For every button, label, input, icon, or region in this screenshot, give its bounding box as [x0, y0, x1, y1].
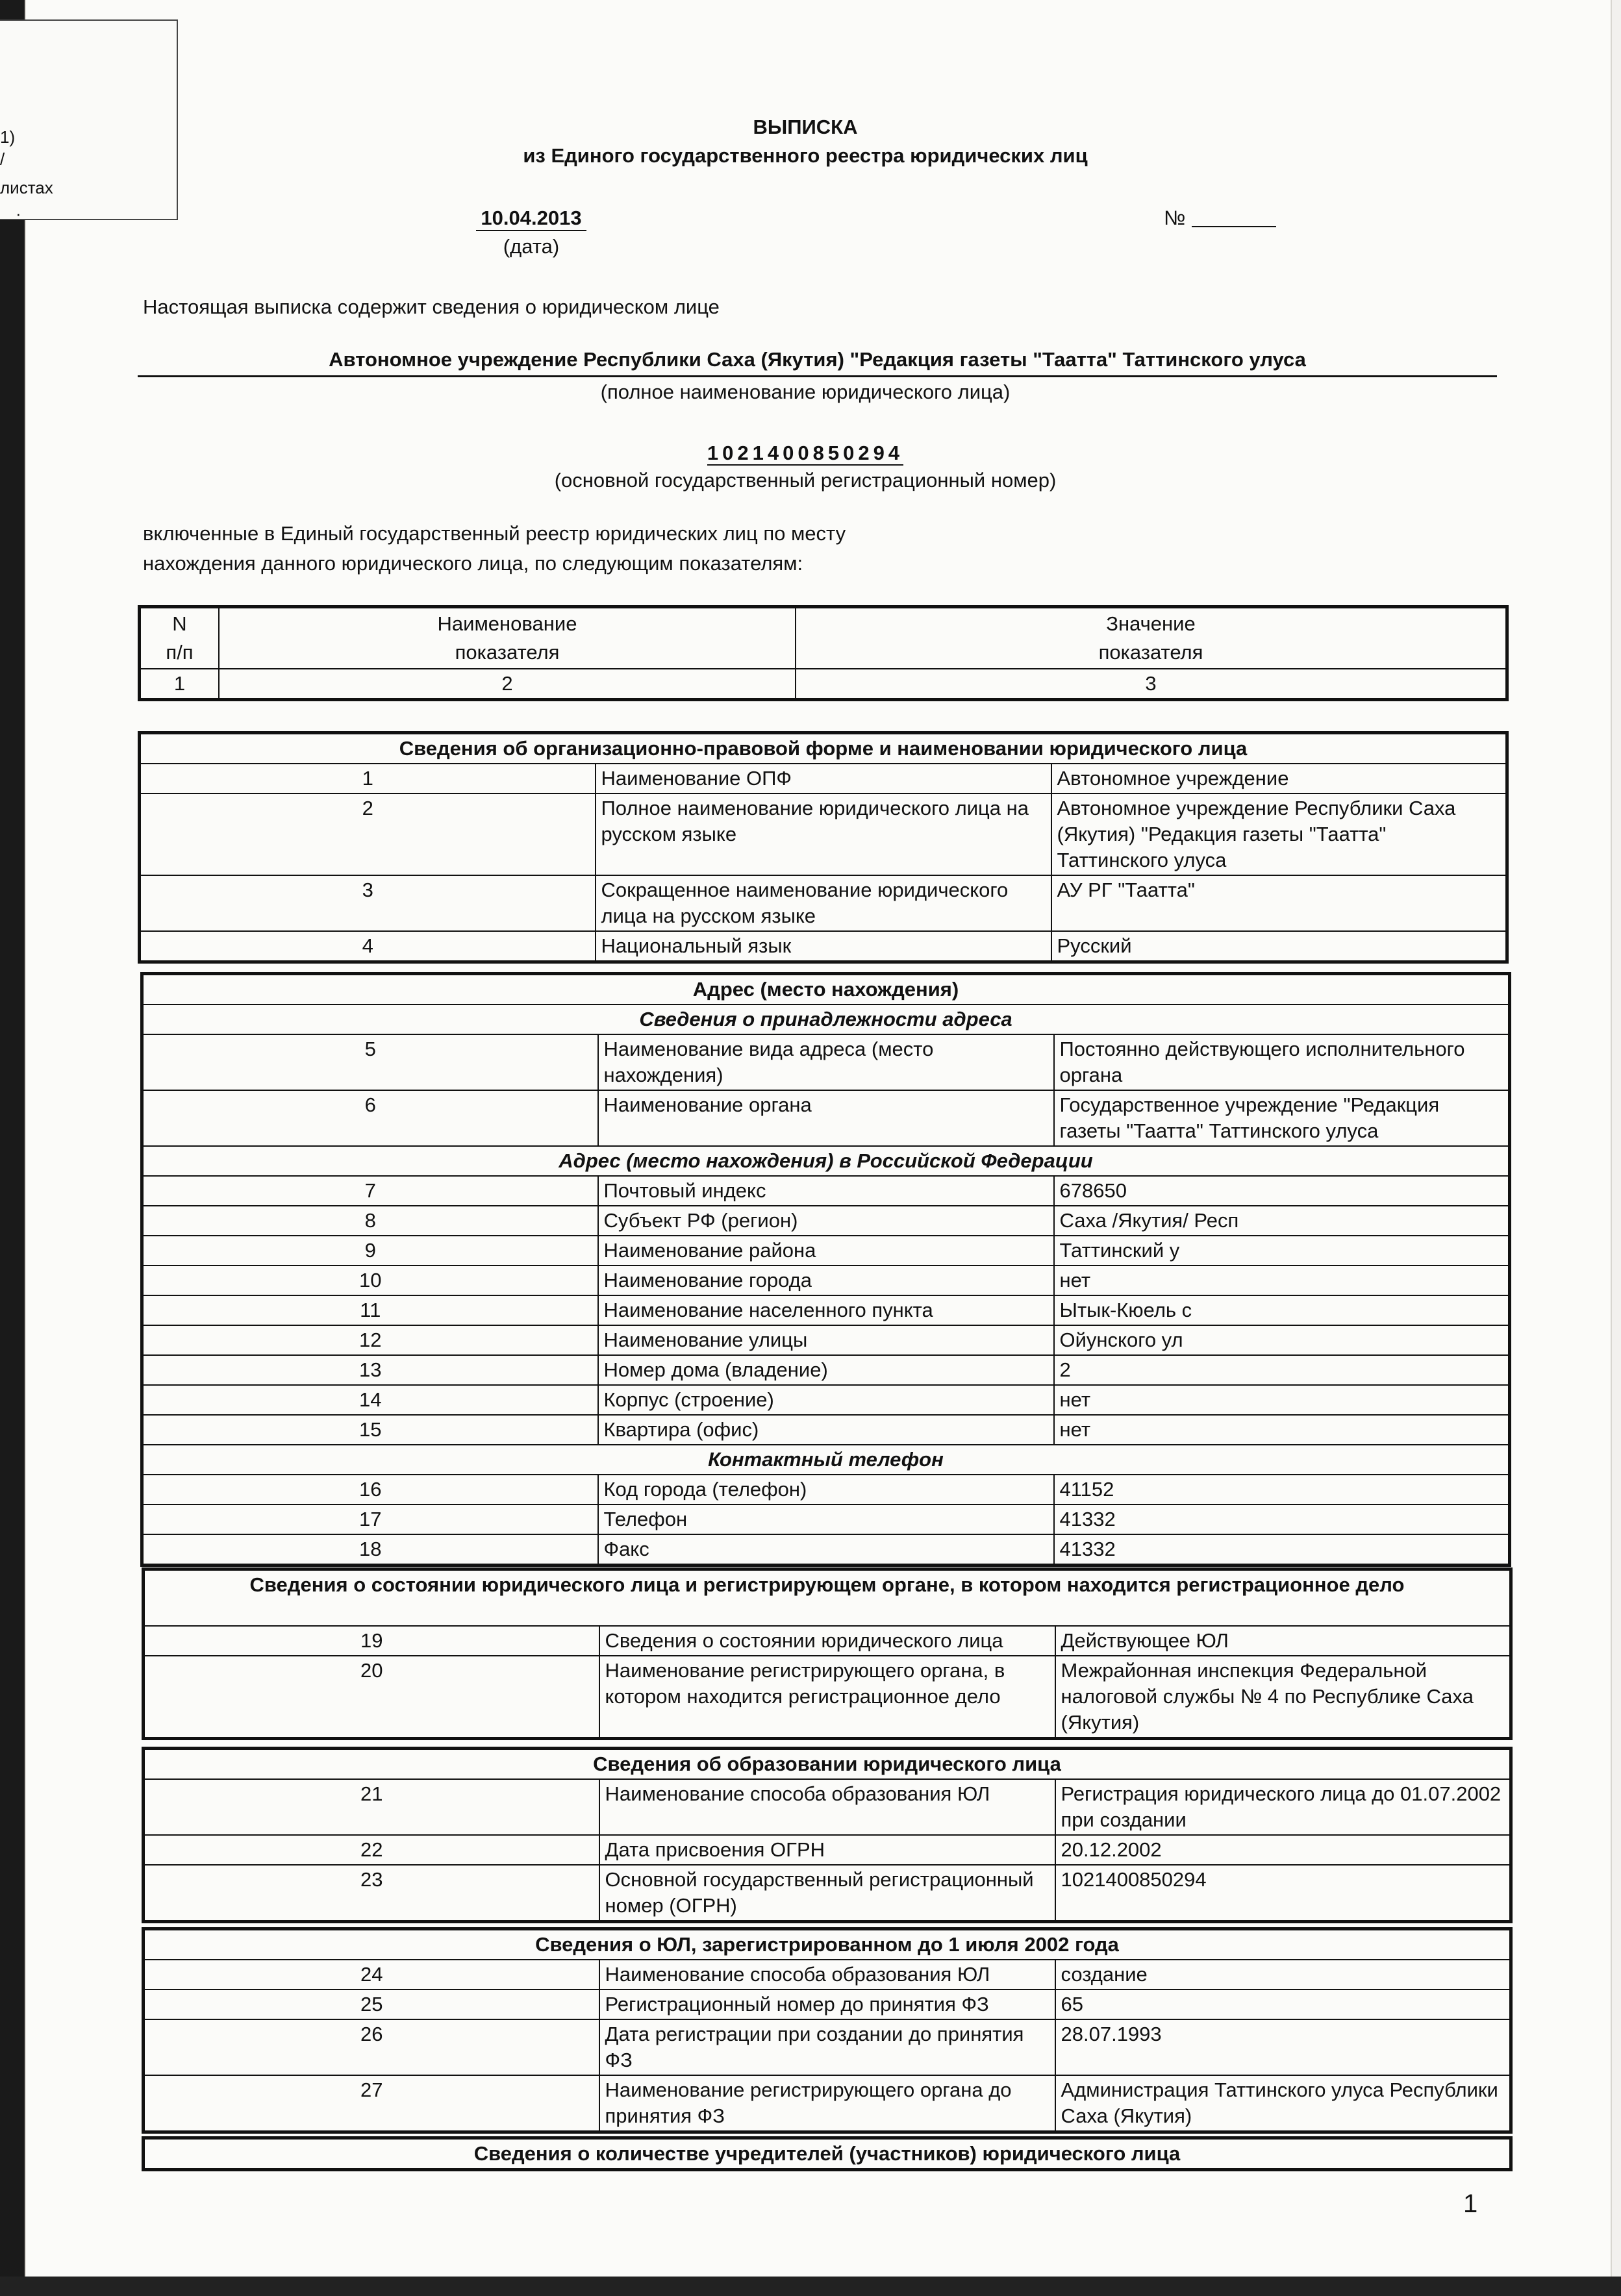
table-row: 17 Телефон 41332: [142, 1504, 1510, 1534]
table-row: 15 Квартира (офис) нет: [142, 1415, 1510, 1445]
table-row: 3 Сокращенное наименование юридического лица на русском языке АУ РГ "Таатта": [140, 875, 1507, 931]
col-index: 3: [796, 669, 1507, 700]
table-row: 9 Наименование района Таттинский у: [142, 1236, 1510, 1266]
table-row: 5 Наименование вида адреса (место нахождения) Постоянно действующего исполнительного органа: [142, 1034, 1510, 1090]
intro-para-line: нахождения данного юридического лица, по следующим показателям:: [143, 552, 803, 575]
number-blank-line: [1192, 226, 1276, 227]
section-address-table: [140, 972, 1511, 1567]
section-title: Адрес (место нахождения): [142, 974, 1510, 1005]
table-row: 14 Корпус (строение) нет: [142, 1385, 1510, 1415]
extract-date: 10.04.2013: [476, 206, 586, 231]
ogrn-caption: (основной государственный регистрационный номер): [554, 469, 1057, 492]
intro-para-line: включенные в Единый государственный реестр юридических лиц по месту: [143, 522, 846, 545]
document-title: ВЫПИСКА: [753, 116, 858, 138]
table-row: 27 Наименование регистрирующего органа до принятия ФЗ Администрация Таттинского улуса Республики Саха (Якутия): [144, 2075, 1511, 2132]
table-row: 19 Сведения о состоянии юридического лица Действующее ЮЛ: [144, 1626, 1511, 1656]
ogrn-value: 1021400850294: [707, 442, 904, 464]
col-n-header: N п/п: [140, 607, 220, 669]
table-row: 1 Наименование ОПФ Автономное учреждение: [140, 764, 1507, 793]
number-sign: №: [1164, 206, 1186, 229]
section-title: Сведения об организационно-правовой форме и наименовании юридического лица: [140, 733, 1507, 764]
table-row: 6 Наименование органа Государственное учреждение "Редакция газеты "Таатта" Таттинского улуса: [142, 1090, 1510, 1146]
slip-text: 1): [0, 127, 16, 147]
slip-text: листах: [0, 178, 53, 197]
scan-edge-left: [0, 0, 29, 2296]
document-subtitle: из Единого государственного реестра юридических лиц: [523, 144, 1088, 167]
col-index: 1: [140, 669, 220, 700]
table-row: 18 Факс 41332: [142, 1534, 1510, 1566]
table-row: 12 Наименование улицы Ойунского ул: [142, 1325, 1510, 1355]
table-row: 24 Наименование способа образования ЮЛ создание: [144, 1960, 1511, 1990]
column-header-table: [138, 605, 1509, 701]
table-row: 2 Полное наименование юридического лица на русском языке Автономное учреждение Республики Саха (Якутия) "Редакция газеты "Таатта" Таттинского улуса: [140, 793, 1507, 875]
table-row: 16 Код города (телефон) 41152: [142, 1475, 1510, 1504]
table-row: 20 Наименование регистрирующего органа, в котором находится регистрационное дело Межрайонная инспекция Федеральной налоговой службы № 4 по Республике Саха (Якутия): [144, 1656, 1511, 1739]
intro-text: Настоящая выписка содержит сведения о юридическом лице: [143, 295, 720, 318]
section-founders-table: [142, 2136, 1513, 2171]
section-title: Сведения о количестве учредителей (участников) юридического лица: [144, 2138, 1511, 2170]
section-title: Сведения о состоянии юридического лица и регистрирующем органе, в котором находится регистрационное дело: [144, 1569, 1511, 1627]
table-row: 11 Наименование населенного пункта Ытык-Кюель с: [142, 1295, 1510, 1325]
section-title: Сведения о ЮЛ, зарегистрированном до 1 июля 2002 года: [144, 1929, 1511, 1960]
slip-text: ·: [16, 204, 21, 223]
table-row: 10 Наименование города нет: [142, 1266, 1510, 1295]
section-before2002-table: [142, 1927, 1513, 2134]
table-row: 7 Почтовый индекс 678650: [142, 1176, 1510, 1206]
org-name-caption: (полное наименование юридического лица): [600, 381, 1011, 403]
col-value-header: Значение показателя: [796, 607, 1507, 669]
date-caption: (дата): [503, 235, 560, 258]
ogrn-number: [0, 442, 1611, 465]
table-row: 23 Основной государственный регистрационный номер (ОГРН) 1021400850294: [144, 1865, 1511, 1922]
slip-text: /: [0, 149, 5, 169]
col-index: 2: [219, 669, 796, 700]
subsection-title: Сведения о принадлежности адреса: [142, 1004, 1510, 1034]
col-name-header: Наименование показателя: [219, 607, 796, 669]
subsection-title: Адрес (место нахождения) в Российской Федерации: [142, 1146, 1510, 1176]
section-formation-table: [142, 1747, 1513, 1923]
table-row: 22 Дата присвоения ОГРН 20.12.2002: [144, 1835, 1511, 1865]
page-number: 1: [1463, 2190, 1478, 2218]
section-opf-table: [138, 731, 1509, 964]
table-row: 25 Регистрационный номер до принятия ФЗ 65: [144, 1990, 1511, 2019]
table-row: 4 Национальный язык Русский: [140, 931, 1507, 962]
org-full-name: Автономное учреждение Республики Саха (Якутия) "Редакция газеты "Таатта" Таттинского улуса: [138, 348, 1497, 377]
table-row: 13 Номер дома (владение) 2: [142, 1355, 1510, 1385]
section-state-table: [142, 1567, 1513, 1740]
table-row: 21 Наименование способа образования ЮЛ Регистрация юридического лица до 01.07.2002 при создании: [144, 1779, 1511, 1835]
section-title: Сведения об образовании юридического лица: [144, 1749, 1511, 1780]
subsection-title: Контактный телефон: [142, 1445, 1510, 1475]
scan-edge-bottom: [0, 2277, 1621, 2296]
table-row: 26 Дата регистрации при создании до принятия ФЗ 28.07.1993: [144, 2019, 1511, 2075]
table-row: 8 Субъект РФ (регион) Саха /Якутия/ Респ: [142, 1206, 1510, 1236]
